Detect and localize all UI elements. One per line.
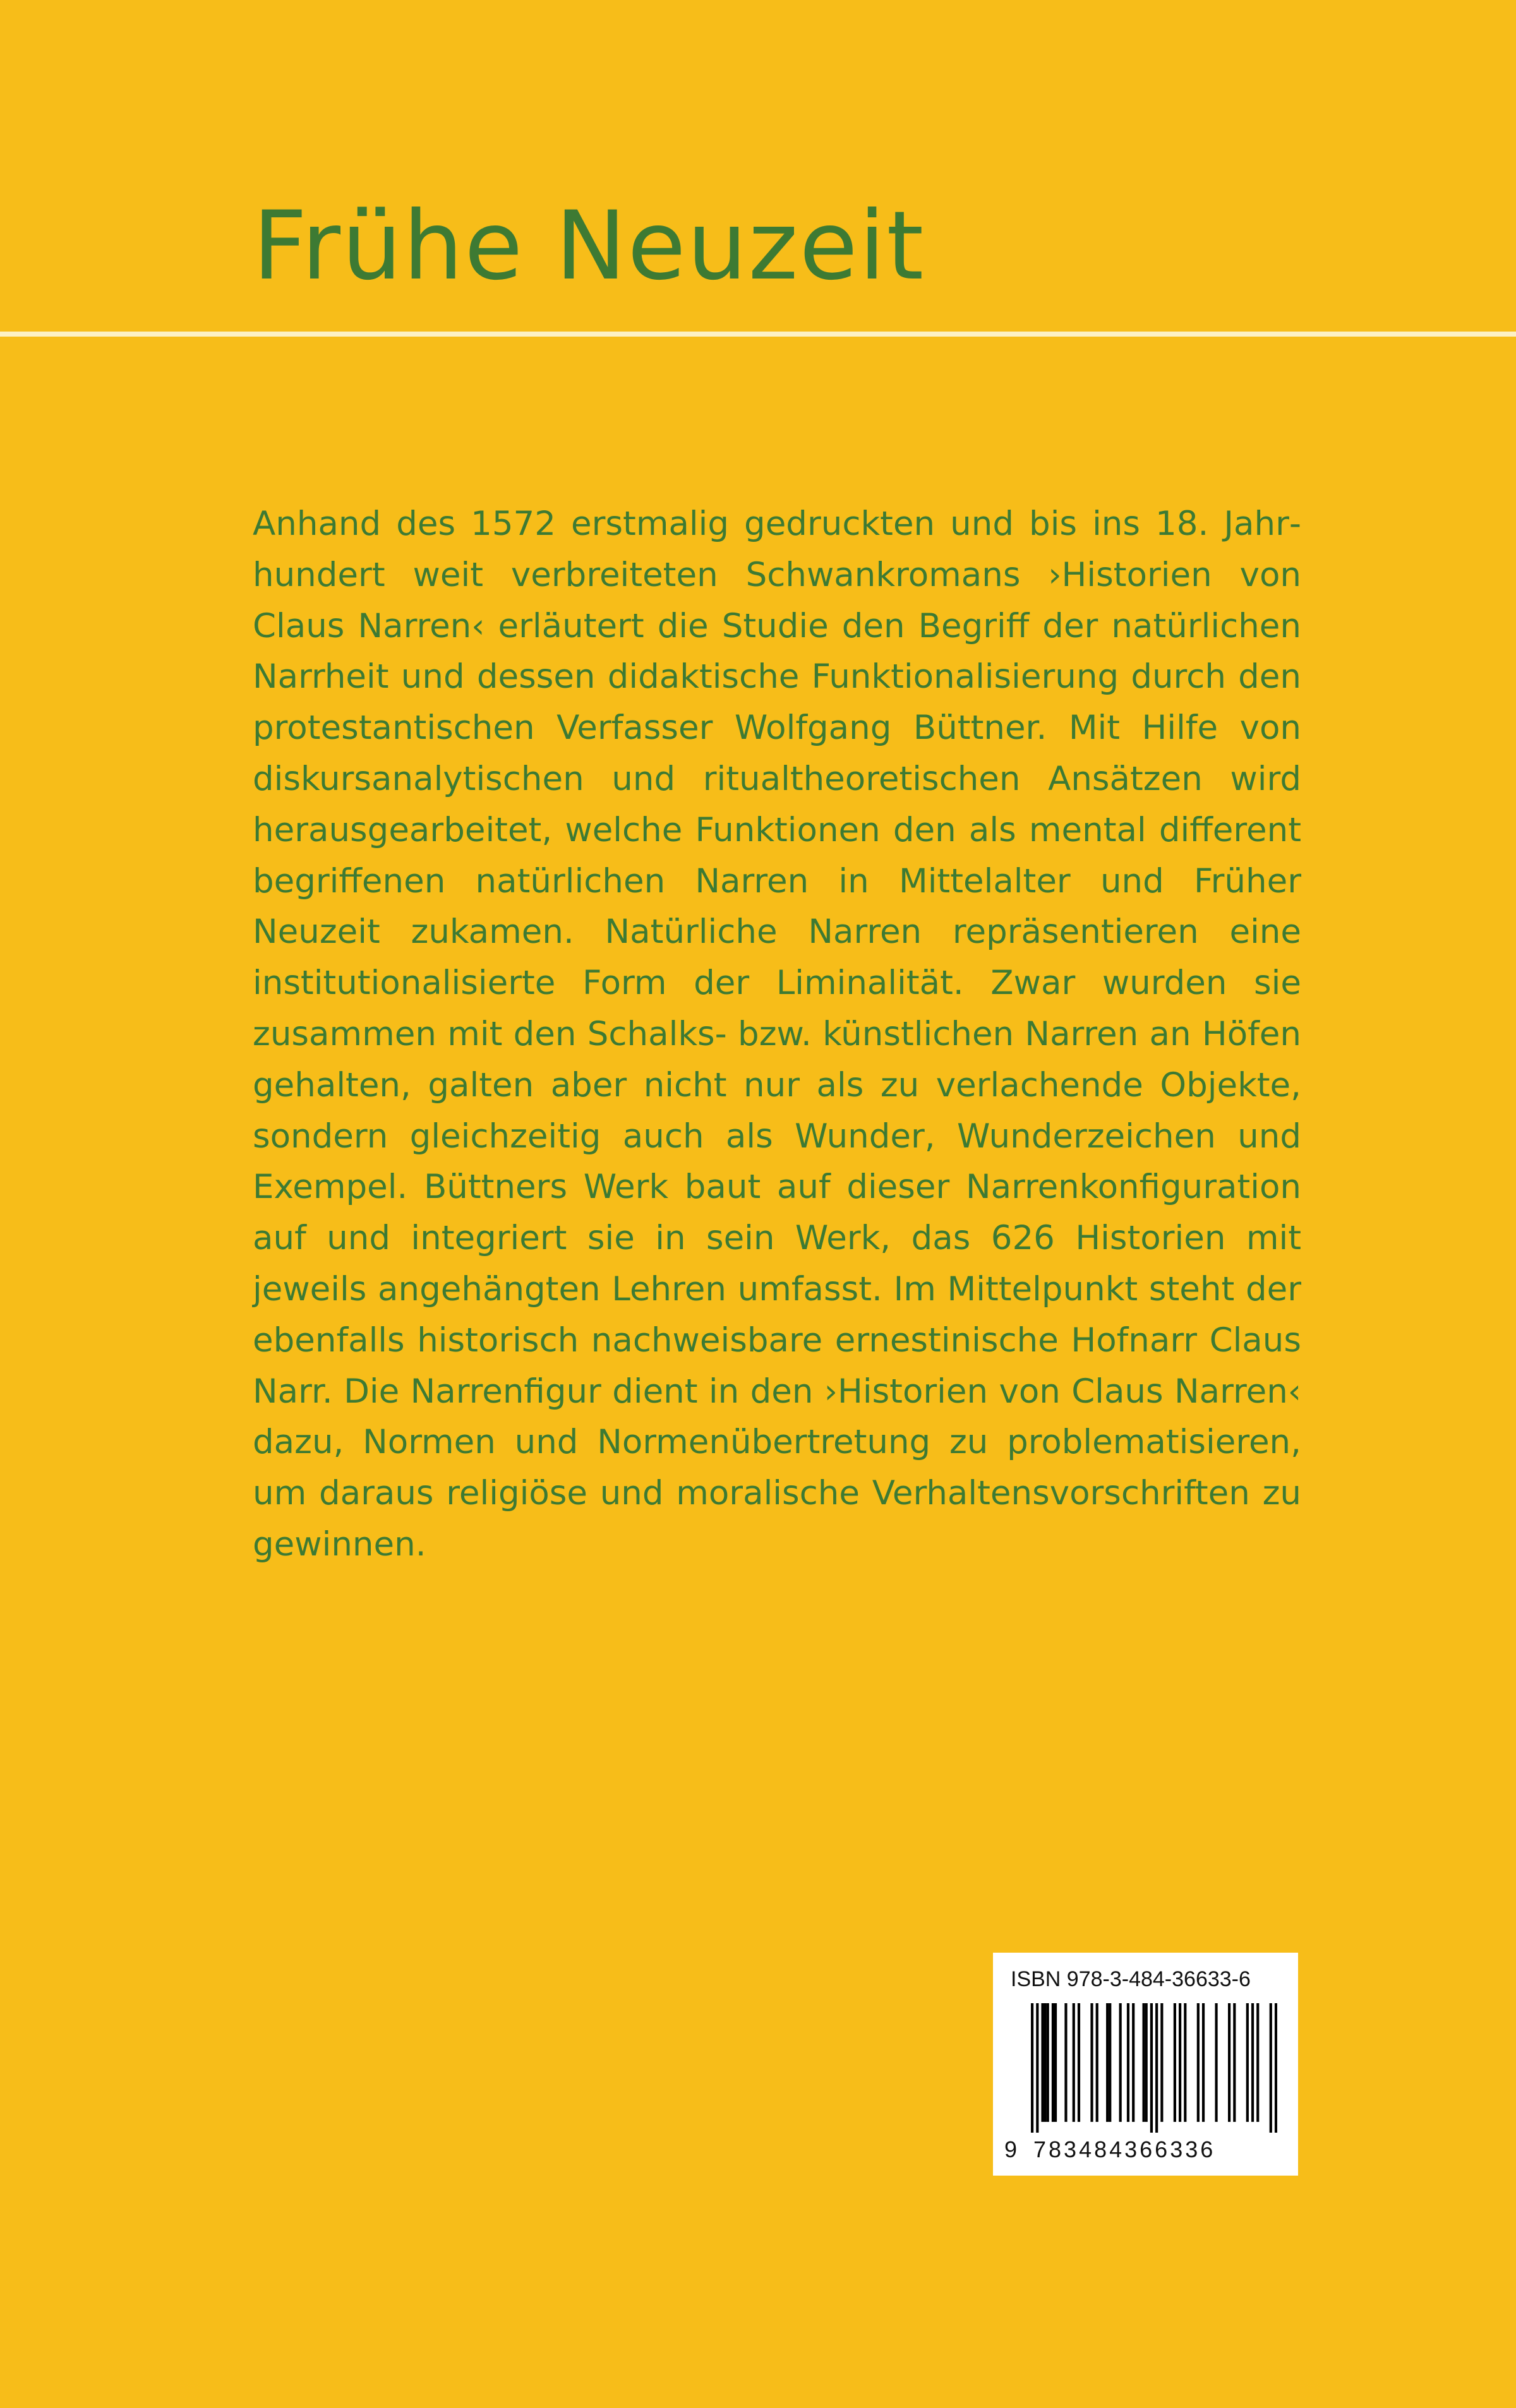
barcode-bar bbox=[1202, 2003, 1205, 2122]
barcode-bar bbox=[1064, 2003, 1067, 2122]
isbn-barcode-box bbox=[993, 1953, 1298, 2176]
barcode-bar bbox=[1251, 2003, 1254, 2122]
barcode-bar bbox=[1052, 2003, 1054, 2122]
ean-first-digit: 9 bbox=[1004, 2136, 1018, 2162]
barcode-bar bbox=[1275, 2003, 1277, 2133]
barcode-bar bbox=[1054, 2003, 1057, 2122]
barcode-bar bbox=[1197, 2003, 1200, 2122]
barcode-bar bbox=[1143, 2003, 1145, 2122]
barcode-bar bbox=[1132, 2003, 1134, 2122]
series-title: Frühe Neuzeit bbox=[253, 191, 925, 301]
barcode-icon bbox=[1031, 2003, 1277, 2133]
barcode-bar bbox=[1096, 2003, 1098, 2122]
ean-digit-groups: 783484366336 bbox=[1033, 2136, 1216, 2162]
back-cover-blurb: Anhand des 1572 erstmalig gedruckten und bis ins 18. Jahrhundert weit verbreiteten Schwankromans ›Historien von Claus Narren‹ erläutert die Studie den Begriff der natürlichen Narrheit und dessen didaktische Funktionalisierung durch den protestantischen Verfasser Wolfgang Büttner. Mit Hilfe von diskursanalytischen und ritualtheoretischen Ansätzen wird herausgearbeitet, welche Funktionen den als mental different begriffenen natürlichen Narren in Mittelalter und Früher Neuzeit zukamen. Natürliche Narren repräsentieren eine institutionalisierte Form der Liminalität. Zwar wurden sie zusammen mit den Schalks- bzw. künstlichen Narren an Höfen gehalten, galten aber nicht nur als zu verlachende Objekte, sondern gleichzeitig auch als Wunder, Wunderzeichen und Exempel. Büttners Werk baut auf dieser Narrenkonfiguration auf und integriert sie in sein Werk, das 626 Historien mit jeweils angehängten Lehren umfasst. Im Mittelpunkt steht der ebenfalls historisch nachweisbare ernestinische Hofnarr Claus Narr. Die Narrenfigur dient in den ›Historien von Claus Narren‹ dazu, Normen und Normenübertretung zu problematisieren, um daraus religiöse und moralische Verhaltensvorschriften zu gewinnen. bbox=[253, 505, 1301, 1564]
barcode-bar bbox=[1179, 2003, 1181, 2122]
barcode-bar bbox=[1090, 2003, 1093, 2122]
barcode-bar bbox=[1044, 2003, 1047, 2122]
barcode-bar bbox=[1109, 2003, 1111, 2122]
barcode-bar bbox=[1256, 2003, 1259, 2122]
barcode-bar bbox=[1270, 2003, 1272, 2133]
barcode-bar bbox=[1106, 2003, 1109, 2122]
barcode-bar bbox=[1036, 2003, 1038, 2133]
barcode-bar bbox=[1160, 2003, 1163, 2122]
barcode-bar bbox=[1233, 2003, 1236, 2122]
barcode-bar bbox=[1155, 2003, 1158, 2133]
barcode-bar bbox=[1215, 2003, 1217, 2122]
barcode-bar bbox=[1246, 2003, 1249, 2122]
barcode-bar bbox=[1145, 2003, 1148, 2122]
barcode-bar bbox=[1127, 2003, 1129, 2122]
barcode-bar bbox=[1073, 2003, 1075, 2122]
title-divider bbox=[0, 332, 1516, 337]
barcode-bar bbox=[1031, 2003, 1033, 2133]
isbn-label: ISBN 978-3-484-36633-6 bbox=[1011, 1967, 1251, 1991]
barcode-bar bbox=[1078, 2003, 1080, 2122]
barcode-bar bbox=[1041, 2003, 1044, 2122]
barcode-bar bbox=[1047, 2003, 1049, 2122]
barcode-bar bbox=[1228, 2003, 1230, 2122]
barcode-bar bbox=[1119, 2003, 1122, 2122]
barcode-bar bbox=[1174, 2003, 1176, 2122]
barcode-bar bbox=[1184, 2003, 1186, 2122]
barcode-bar bbox=[1150, 2003, 1153, 2133]
